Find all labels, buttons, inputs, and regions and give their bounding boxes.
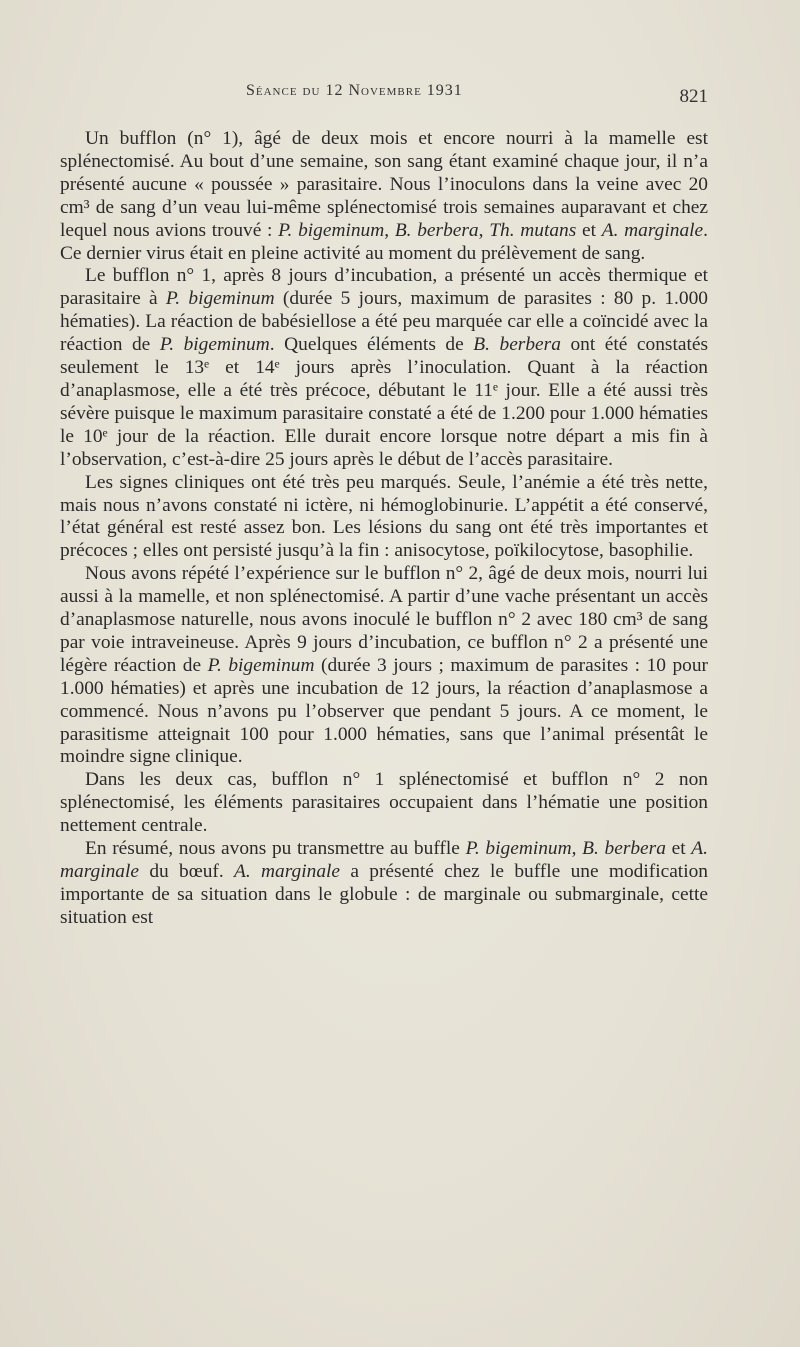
paragraph-1: [60, 128, 708, 265]
text-run: Le bufflon n° 1, après 8 jours d’incubation, a présenté un accès thermique et parasitaire à: [60, 265, 708, 310]
paragraph-5: [60, 769, 708, 838]
paragraph-2: [60, 265, 708, 471]
text-run: ,: [478, 219, 490, 241]
page-header: [60, 82, 710, 112]
text-run: En résumé, nous avons pu transmettre au buffle: [85, 838, 466, 860]
article-body: [60, 128, 708, 930]
species-name: P. bigeminum: [207, 654, 315, 676]
text-run: ont été constatés seulement le 13ᵉ et 14ᵉ jours après l’inoculation. Quant à la réaction d’anaplasmose, elle a été très précoce, débutant le 11ᵉ jour. Elle a été aussi très sévère puisque le maximum parasitaire constaté a été de 1.200 pour 1.000 hématies le 10ᵉ jour de la réaction. Elle durait encore lorsque notre départ a mis fin à l’observation, c’est-à-dire 25 jours après le début de l’accès parasitaire.: [60, 334, 709, 470]
paragraph-6: [60, 838, 708, 930]
text-run: et: [576, 219, 602, 241]
species-name: P. bigeminum: [159, 334, 270, 356]
page-number: 821: [679, 86, 708, 107]
text-run: et: [665, 838, 692, 860]
text-run: Nous avons répété l’expérience sur le bufflon n° 2, âgé de deux mois, nourri lui aussi à la mamelle, et non splénectomisé. A partir d’une vache présentant un accès d’anaplasmose naturelle, nous avons inoculé le bufflon n° 2 avec 180 cm³ de sang par voie intraveineuse. Après 9 jours d’incubation, ce bufflon n° 2 a présenté une légère réaction de: [60, 563, 708, 676]
text-run: ,: [384, 219, 395, 241]
text-run: . Quelques éléments de: [269, 334, 474, 356]
paragraph-4: [60, 563, 708, 769]
species-name: P. bigeminum: [278, 219, 385, 241]
species-name: A. marginale: [601, 219, 704, 241]
species-name: B. berbera: [582, 838, 666, 860]
species-name: A. marginale: [234, 861, 341, 882]
text-run: ,: [571, 838, 583, 860]
species-name: B. berbera: [473, 334, 561, 356]
text-run: Dans les deux cas, bufflon n° 1 splénectomisé et bufflon n° 2 non splénectomisé, les éléments parasitaires occupaient dans l’hématie une position nettement centrale.: [60, 769, 708, 837]
text-run: a présenté chez le buffle une modification importante de sa situation dans le globule : de marginale ou submarginale, cette situation est: [60, 861, 708, 928]
species-name: Th. mutans: [489, 219, 577, 241]
text-run: Un bufflon (n° 1), âgé de deux mois et encore nourri à la mamelle est splénectomisé. Au bout d’une semaine, son sang étant examiné chaque jour, il n’a présenté aucune « poussée » parasitaire. Nous l’inoculons dans la veine avec 20 cm³ de sang d’un veau lui-même splénectomisé trois semaines auparavant et chez lequel nous avions trouvé :: [60, 128, 708, 241]
text-run: Les signes cliniques ont été très peu marqués. Seule, l’anémie a été très nette, mais nous n’avons constaté ni ictère, ni hémoglobinurie. L’appétit a été conservé, l’état général est resté assez bon. Les lésions du sang ont été très importantes et précoces ; elles ont persisté jusqu’à la fin : anisocytose, poïkilocytose, basophilie.: [60, 471, 708, 562]
running-title: Séance du 12 Novembre 1931: [246, 82, 463, 99]
species-name: B. berbera: [394, 219, 479, 241]
species-name: A. marginale: [60, 838, 708, 882]
text-run: du bœuf.: [139, 861, 235, 882]
text-run: (durée 5 jours, maximum de parasites : 80 p. 1.000 hématies). La réaction de babésiellose a été peu marquée car elle a coïncidé avec la réaction de: [60, 288, 708, 356]
text-run: . Ce dernier virus était en pleine activité au moment du prélèvement de sang.: [60, 219, 708, 264]
species-name: P. bigeminum: [165, 288, 275, 310]
text-run: (durée 3 jours ; maximum de parasites : 10 pour 1.000 hématies) et après une incubation de 12 jours, la réaction d’anaplasmose a commencé. Nous n’avons pu l’observer que pendant 5 jours. A ce moment, le parasitisme atteignait 100 pour 1.000 hématies, sans que l’animal présentât le moindre signe clinique.: [60, 654, 709, 768]
species-name: P. bigeminum: [465, 838, 572, 860]
paragraph-3: [60, 472, 708, 564]
